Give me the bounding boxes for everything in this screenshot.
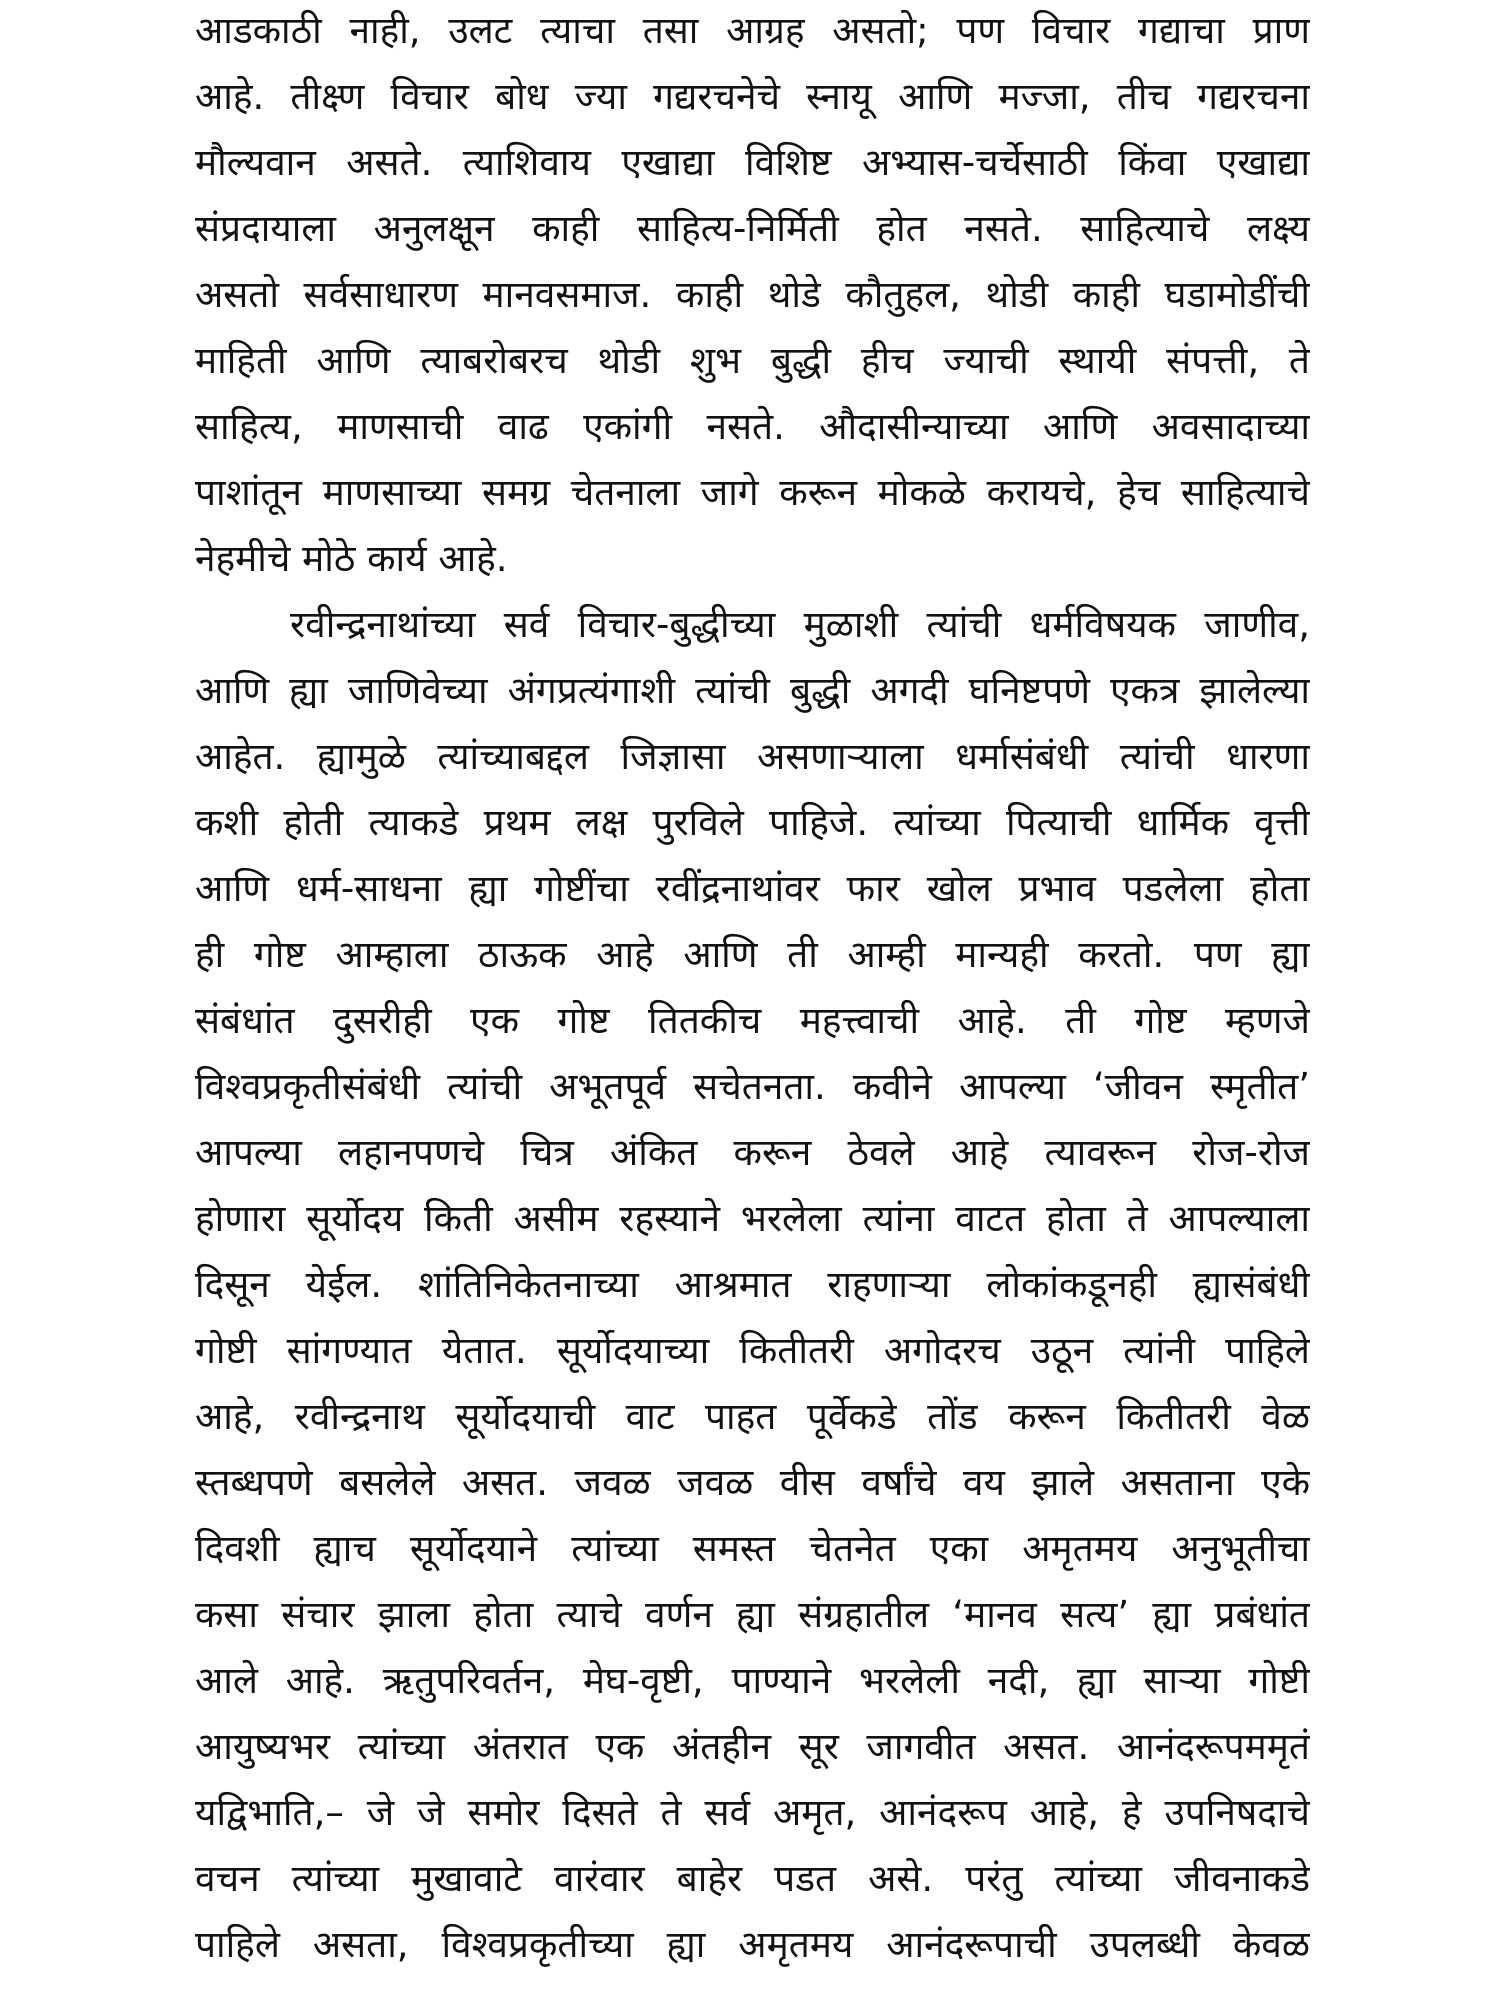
text-line: नेहमीचे मोठे कार्य आहे. [195, 537, 508, 580]
text-line: संबंधांत दुसरीही एक गोष्ट तितकीच महत्त्वाची आहे. ती गोष्ट म्हणजे [195, 999, 1310, 1042]
text-line: आहे. तीक्ष्ण विचार बोध ज्या गद्यरचनेचे स्नायू आणि मज्जा, तीच गद्यरचना [195, 75, 1310, 118]
text-line: विश्वप्रकृतीसंबंधी त्यांची अभूतपूर्व सचेतनता. कवीने आपल्या ‘जीवन स्मृतीत’ [195, 1065, 1310, 1108]
text-line: माहिती आणि त्याबरोबरच थोडी शुभ बुद्धी हीच ज्याची स्थायी संपत्ती, ते [195, 339, 1310, 382]
text-line: आहे, रवीन्द्रनाथ सूर्योदयाची वाट पाहत पूर्वेकडे तोंड करून कितीतरी वेळ [195, 1395, 1310, 1438]
text-line: रवीन्द्रनाथांच्या सर्व विचार-बुद्धीच्या मुळाशी त्यांची धर्मविषयक जाणीव, [290, 603, 1310, 646]
text-line: ही गोष्ट आम्हाला ठाऊक आहे आणि ती आम्ही मान्यही करतो. पण ह्या [195, 933, 1310, 976]
document-page [195, 0, 1310, 2000]
text-line: असतो सर्वसाधारण मानवसमाज. काही थोडे कौतुहल, थोडी काही घडामोडींची [195, 273, 1310, 316]
text-line: आणि धर्म-साधना ह्या गोष्टींचा रवींद्रनाथांवर फार खोल प्रभाव पडलेला होता [195, 867, 1310, 910]
text-line: पाहिले असता, विश्वप्रकृतीच्या ह्या अमृतमय आनंदरूपाची उपलब्धी केवळ [195, 1923, 1310, 1966]
text-line: स्तब्धपणे बसलेले असत. जवळ जवळ वीस वर्षांचे वय झाले असताना एके [195, 1461, 1310, 1504]
text-line: कशी होती त्याकडे प्रथम लक्ष पुरविले पाहिजे. त्यांच्या पित्याची धार्मिक वृत्ती [195, 801, 1310, 844]
text-line: होणारा सूर्योदय किती असीम रहस्याने भरलेला त्यांना वाटत होता ते आपल्याला [195, 1197, 1310, 1240]
text-line: मौल्यवान असते. त्याशिवाय एखाद्या विशिष्ट अभ्यास-चर्चेसाठी किंवा एखाद्या [195, 141, 1310, 184]
text-line: गोष्टी सांगण्यात येतात. सूर्योदयाच्या कितीतरी अगोदरच उठून त्यांनी पाहिले [195, 1329, 1310, 1372]
text-line: आडकाठी नाही, उलट त्याचा तसा आग्रह असतो; पण विचार गद्याचा प्राण [195, 9, 1310, 52]
text-line: आहेत. ह्यामुळे त्यांच्याबद्दल जिज्ञासा असणाऱ्याला धर्मासंबंधी त्यांची धारणा [195, 735, 1310, 778]
text-line: पाशांतून माणसाच्या समग्र चेतनाला जागे करून मोकळे करायचे, हेच साहित्याचे [195, 471, 1310, 514]
text-line: वचन त्यांच्या मुखावाटे वारंवार बाहेर पडत असे. परंतु त्यांच्या जीवनाकडे [195, 1857, 1310, 1900]
text-line: यद्विभाति,– जे जे समोर दिसते ते सर्व अमृत, आनंदरूप आहे, हे उपनिषदाचे [195, 1791, 1310, 1834]
text-line: साहित्य, माणसाची वाढ एकांगी नसते. औदासीन्याच्या आणि अवसादाच्या [195, 405, 1310, 448]
text-line: आले आहे. ऋतुपरिवर्तन, मेघ-वृष्टी, पाण्याने भरलेली नदी, ह्या साऱ्या गोष्टी [195, 1659, 1310, 1702]
text-line: आपल्या लहानपणचे चित्र अंकित करून ठेवले आहे त्यावरून रोज-रोज [195, 1131, 1310, 1174]
text-line: दिसून येईल. शांतिनिकेतनाच्या आश्रमात राहणाऱ्या लोकांकडूनही ह्यासंबंधी [195, 1263, 1310, 1306]
text-line: आणि ह्या जाणिवेच्या अंगप्रत्यंगाशी त्यांची बुद्धी अगदी घनिष्टपणे एकत्र झालेल्या [195, 669, 1310, 712]
text-line: दिवशी ह्याच सूर्योदयाने त्यांच्या समस्त चेतनेत एका अमृतमय अनुभूतीचा [195, 1527, 1310, 1570]
text-line: संप्रदायाला अनुलक्षून काही साहित्य-निर्मिती होत नसते. साहित्याचे लक्ष्य [195, 207, 1310, 250]
text-line: आयुष्यभर त्यांच्या अंतरात एक अंतहीन सूर जागवीत असत. आनंदरूपममृतं [195, 1725, 1310, 1768]
text-line: कसा संचार झाला होता त्याचे वर्णन ह्या संग्रहातील ‘मानव सत्य’ ह्या प्रबंधांत [195, 1593, 1310, 1636]
